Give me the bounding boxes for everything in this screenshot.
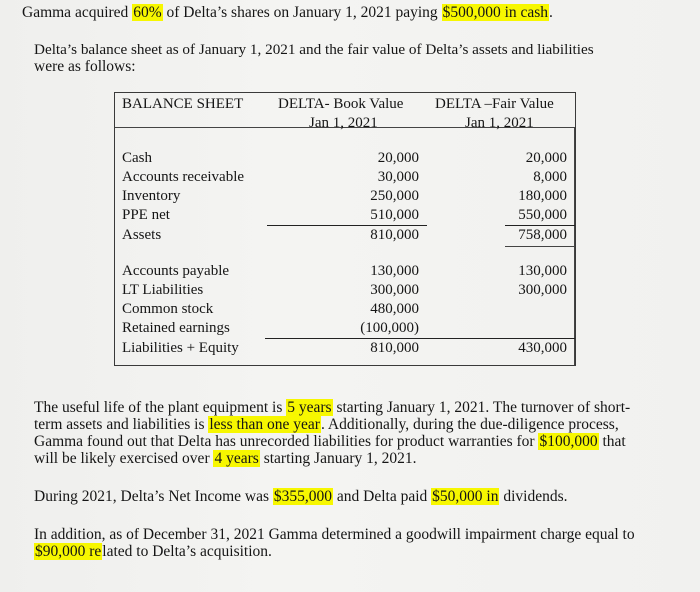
row-label: Liabilities + Equity bbox=[122, 340, 239, 356]
row-label: Cash bbox=[122, 150, 152, 166]
row-fair: 300,000 bbox=[518, 282, 567, 298]
row-book: 810,000 bbox=[370, 340, 419, 356]
row-book: 130,000 bbox=[370, 263, 419, 279]
impairment-paragraph bbox=[34, 526, 674, 560]
row-fair: 550,000 bbox=[518, 207, 567, 223]
text: starting January 1, 2021. bbox=[259, 450, 417, 467]
subtotal-rule-fair bbox=[505, 225, 575, 226]
text: will be likely exercised over bbox=[34, 450, 214, 467]
row-fair: 8,000 bbox=[533, 169, 567, 185]
highlight: 4 years bbox=[214, 450, 259, 467]
highlight: $90,000 re bbox=[35, 543, 102, 560]
subtotal-rule-book bbox=[267, 225, 427, 226]
header-book-value: DELTA- Book Value bbox=[278, 96, 404, 112]
row-book: 30,000 bbox=[377, 169, 419, 185]
notes-line bbox=[34, 433, 674, 450]
impairment-line-2 bbox=[34, 543, 674, 560]
notes-paragraph bbox=[34, 399, 674, 467]
total-rule bbox=[265, 338, 575, 339]
row-book: 480,000 bbox=[370, 301, 419, 317]
row-label: Assets bbox=[122, 227, 162, 243]
row-label: Accounts payable bbox=[122, 263, 230, 279]
dividends-line bbox=[34, 488, 568, 506]
header-balance-sheet: BALANCE SHEET bbox=[122, 96, 244, 112]
row-fair: 130,000 bbox=[518, 263, 567, 279]
row-fair: 20,000 bbox=[525, 150, 567, 166]
row-book: 300,000 bbox=[370, 282, 419, 298]
impairment-line-1: In addition, as of December 31, 2021 Gamma determined a goodwill impairment charge equal to bbox=[34, 526, 635, 543]
highlight: $355,000 bbox=[273, 488, 333, 505]
balance-sheet-table bbox=[114, 92, 576, 366]
row-book: 810,000 bbox=[370, 227, 419, 243]
header-fair-value: DELTA –Fair Value bbox=[435, 96, 554, 112]
intro-line-1 bbox=[22, 4, 553, 22]
row-fair: 430,000 bbox=[518, 340, 567, 356]
row-label: LT Liabilities bbox=[122, 282, 204, 298]
highlight: $50,000 in bbox=[432, 488, 499, 505]
text: lated to Delta’s acquisition. bbox=[102, 543, 272, 560]
row-label: Retained earnings bbox=[122, 320, 230, 336]
row-fair: 758,000 bbox=[518, 227, 567, 243]
notes-line bbox=[34, 450, 674, 467]
highlight: $500,000 in cash bbox=[442, 4, 549, 21]
highlight: 60% bbox=[133, 4, 162, 21]
row-book: 20,000 bbox=[377, 150, 419, 166]
text: The useful life of the plant equipment is bbox=[34, 399, 287, 416]
text: starting January 1, 2021. The turnover of short- bbox=[332, 399, 631, 416]
text: During 2021, Delta’s Net Income was bbox=[34, 488, 273, 505]
text: and Delta paid bbox=[333, 488, 432, 505]
row-book: 510,000 bbox=[370, 207, 419, 223]
header-book-date: Jan 1, 2021 bbox=[309, 115, 378, 131]
text: . bbox=[549, 4, 553, 21]
row-book: (100,000) bbox=[360, 320, 419, 336]
highlight: 5 years bbox=[287, 399, 332, 416]
intro-line-2: Delta’s balance sheet as of January 1, 2021 and the fair value of Delta’s assets and liabilities bbox=[34, 41, 594, 58]
row-label: PPE net bbox=[122, 207, 170, 223]
row-label: Inventory bbox=[122, 188, 181, 204]
text: Gamma acquired bbox=[22, 4, 133, 21]
header-fair-date: Jan 1, 2021 bbox=[465, 115, 534, 131]
row-label: Common stock bbox=[122, 301, 214, 317]
notes-line bbox=[34, 399, 674, 416]
intro-line-3: were as follows: bbox=[34, 58, 136, 75]
text: that bbox=[598, 433, 626, 450]
row-label: Accounts receivable bbox=[122, 169, 245, 185]
row-book: 250,000 bbox=[370, 188, 419, 204]
text: dividends. bbox=[499, 488, 568, 505]
notes-line bbox=[34, 416, 674, 433]
text: of Delta’s shares on January 1, 2021 paying bbox=[162, 4, 442, 21]
text: Gamma found out that Delta has unrecorded liabilities for product warranties for bbox=[34, 433, 539, 450]
text: . Additionally, during the due-diligence process, bbox=[320, 416, 619, 433]
highlight: less than one year bbox=[209, 416, 320, 433]
row-fair: 180,000 bbox=[518, 188, 567, 204]
text: term assets and liabilities is bbox=[34, 416, 209, 433]
fair-box-bottom bbox=[505, 246, 575, 247]
highlight: $100,000 bbox=[539, 433, 598, 450]
